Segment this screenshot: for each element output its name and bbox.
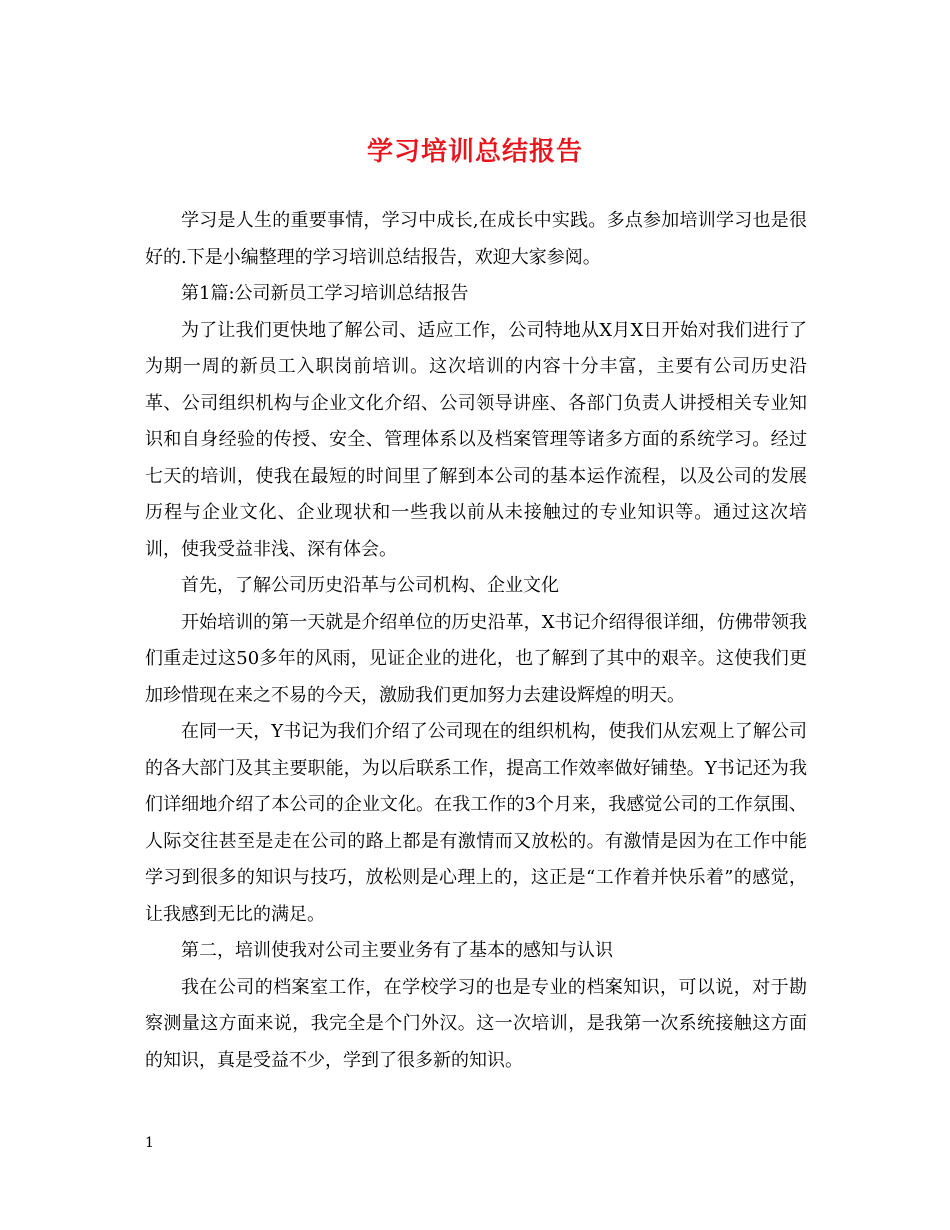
paragraph-training-overview: 为了让我们更快地了解公司、适应工作，公司特地从X月X日开始对我们进行了为期一周的新员工入职岗前培训。这次培训的内容十分丰富，主要有公司历史沿革、公司组织机构与企业文化介绍、公司领导讲座、各部门负责人讲授相关专业知识和自身经验的传授、安全、管理体系以及档案管理等诸多方面的系统学习。经过七天的培训，使我在最短的时间里了解到本公司的基本运作流程，以及公司的发展历程与企业文化、企业现状和一些我以前从未接触过的专业知识等。通过这次培训，使我受益非浅、深有体会。 xyxy=(145,319,807,560)
page-title: 学习培训总结报告 xyxy=(366,137,583,167)
paragraph-organization: 在同一天，Y书记为我们介绍了公司现在的组织机构，使我们从宏观上了解公司的各大部门及其主要职能，为以后联系工作，提高工作效率做好铺垫。Y书记还为我们详细地介绍了本公司的企业文化。在我工作的3个月来，我感觉公司的工作氛围、人际交往甚至是走在公司的路上都是有激情而又放松的。有激情是因为在工作中能学习到很多的知识与技巧，放松则是心理上的，这正是“工作着并快乐着”的感觉，让我感到无比的满足。 xyxy=(145,721,807,925)
paragraph-history: 开始培训的第一天就是介绍单位的历史沿革，X书记介绍得很详细，仿佛带领我们重走过这50多年的风雨，见证企业的进化，也了解到了其中的艰辛。这使我们更加珍惜现在来之不易的今天，激励我们更加努力去建设辉煌的明天。 xyxy=(145,611,807,706)
section-heading-part-1: 第1篇:公司新员工学习培训总结报告 xyxy=(181,283,469,304)
paragraph-archive: 我在公司的档案室工作，在学校学习的也是专业的档案知识，可以说，对于勘察测量这方面来说，我完全是个门外汉。这一次培训，是我第一次系统接触这方面的知识，真是受益不少，学到了很多新的知识。 xyxy=(145,976,807,1071)
subheading-business: 第二，培训使我对公司主要业务有了基本的感知与认识 xyxy=(181,940,613,961)
page-number: 1 xyxy=(145,1135,154,1151)
subheading-history: 首先，了解公司历史沿革与公司机构、企业文化 xyxy=(181,575,559,596)
paragraph-intro: 学习是人生的重要事情，学习中成长,在成长中实践。多点参加培训学习也是很好的.下是小编整理的学习培训总结报告，欢迎大家参阅。 xyxy=(145,210,807,268)
document-body xyxy=(145,203,807,1079)
